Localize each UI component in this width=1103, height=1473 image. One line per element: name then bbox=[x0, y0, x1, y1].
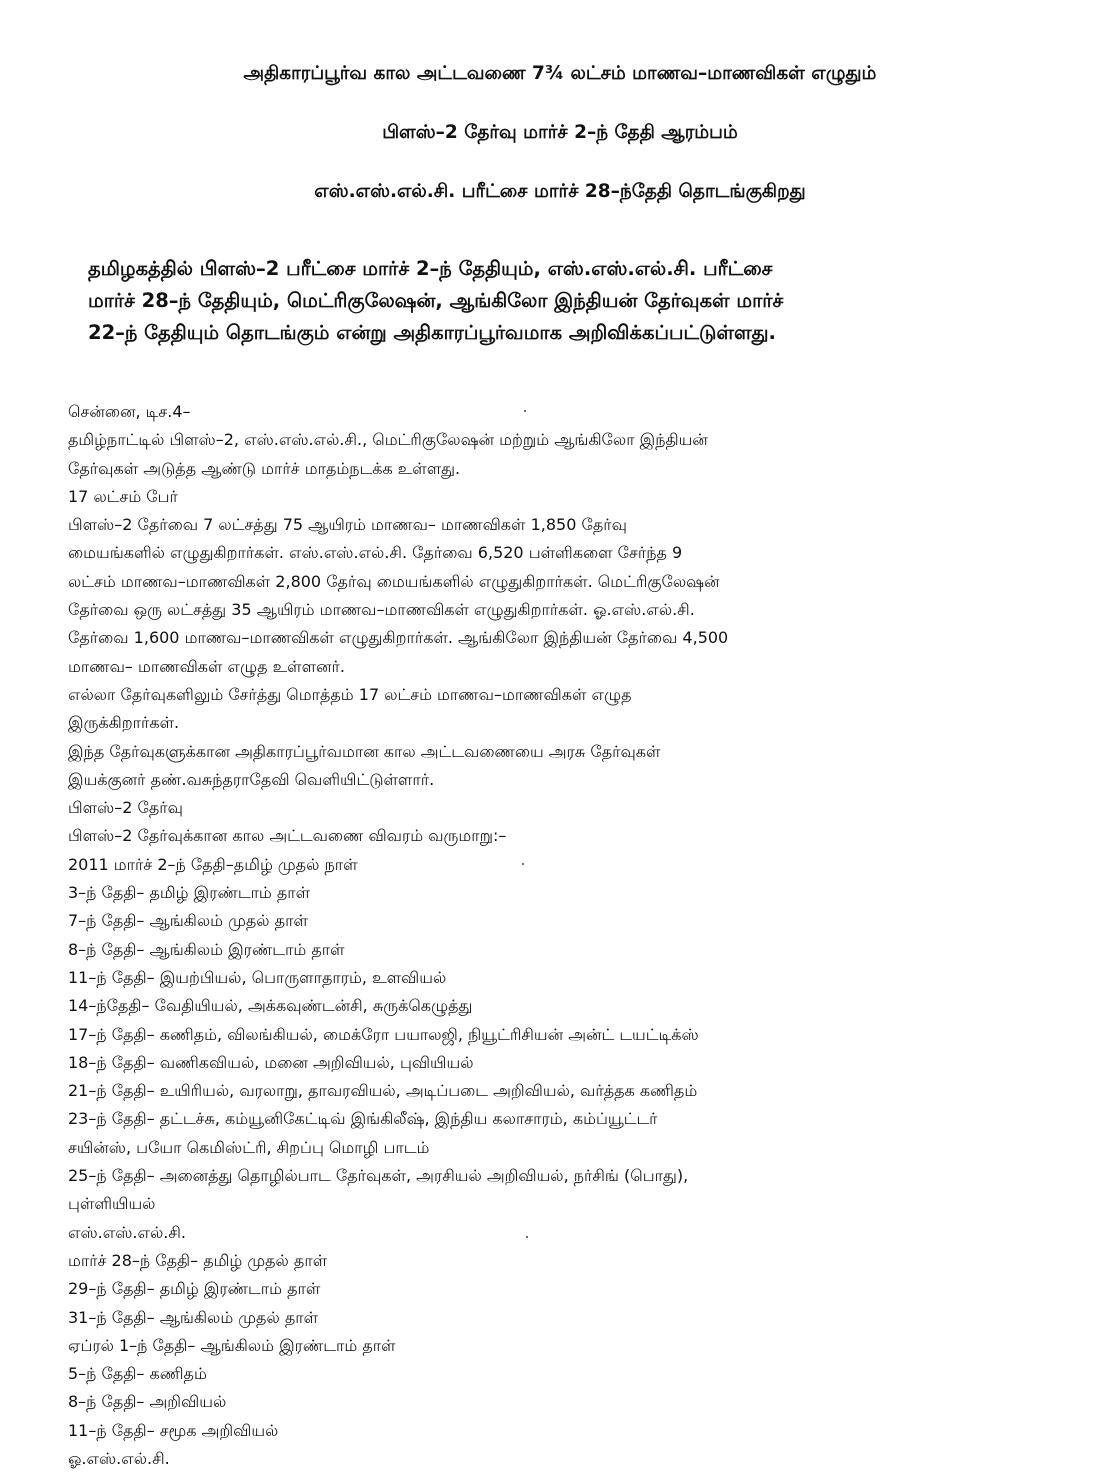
dateline: சென்னை, டிச.4– bbox=[68, 402, 191, 421]
schedule-item: ஏப்ரல் 1–ந் தேதி– ஆங்கிலம் இரண்டாம் தாள் bbox=[68, 1335, 396, 1355]
body-line: எல்லா தேர்வுகளிலும் சேர்த்து மொத்தம் 17 லட்சம் மாணவ–மாணவிகள் எழுத bbox=[68, 684, 632, 704]
headline-plus2: பிளஸ்–2 தேர்வு மார்ச் 2–ந் தேதி ஆரம்பம் bbox=[382, 122, 738, 143]
body-line: பிளஸ்–2 தேர்வை 7 லட்சத்து 75 ஆயிரம் மாணவ– மாணவிகள் 1,850 தேர்வு bbox=[68, 515, 627, 535]
article-body bbox=[68, 398, 1078, 1473]
subheading: பிளஸ்–2 தேர்வு bbox=[68, 798, 183, 818]
body-line: லட்சம் மாணவ–மாணவிகள் 2,800 தேர்வு மையங்களில் எழுதுகிறார்கள். மெட்ரிகுலேஷன் bbox=[68, 571, 720, 591]
body-line: தேர்வுகள் அடுத்த ஆண்டு மார்ச் மாதம்நடக்க உள்ளது. bbox=[68, 458, 461, 478]
headline-sslc: எஸ்.எஸ்.எல்.சி. பரீட்சை மார்ச் 28–ந்தேதி தொடங்குகிறது bbox=[314, 181, 806, 202]
schedule-item: 2011 மார்ச் 2–ந் தேதி–தமிழ் முதல் நாள் bbox=[68, 854, 358, 874]
schedule-item: 7–ந் தேதி– ஆங்கிலம் முதல் தாள் bbox=[68, 911, 308, 931]
schedule-item: மார்ச் 28–ந் தேதி– தமிழ் முதல் தாள் bbox=[68, 1250, 328, 1270]
schedule-item: 25–ந் தேதி– அனைத்து தொழில்பாட தேர்வுகள், அரசியல் அறிவியல், நர்சிங் (பொது), bbox=[68, 1166, 689, 1186]
schedule-item: 23–ந் தேதி– தட்டச்சு, கம்யூனிகேட்டிவ் இங்கிலீஷ், இந்திய கலாசாரம், கம்ப்யூட்டர் bbox=[68, 1109, 658, 1129]
scan-speck bbox=[522, 863, 524, 865]
lead-paragraph bbox=[88, 253, 1068, 349]
schedule-item: 11–ந் தேதி– இயற்பியல், பொருளாதாரம், உளவியல் bbox=[68, 967, 447, 987]
schedule-item: 29–ந் தேதி– தமிழ் இரண்டாம் தாள் bbox=[68, 1279, 321, 1299]
schedule-item: சயின்ஸ், பயோ கெமிஸ்ட்ரி, சிறப்பு மொழி பாடம் bbox=[68, 1137, 430, 1157]
schedule-item: 5–ந் தேதி– கணிதம் bbox=[68, 1364, 207, 1384]
scan-speck bbox=[524, 410, 526, 412]
subheading: 17 லட்சம் பேர் bbox=[68, 486, 178, 506]
schedule-item: 14–ந்தேதி– வேதியியல், அக்கவுண்டன்சி, சுருக்கெழுத்து bbox=[68, 996, 473, 1016]
schedule-item: 3–ந் தேதி– தமிழ் இரண்டாம் தாள் bbox=[68, 883, 311, 903]
schedule-item: 18–ந் தேதி– வணிகவியல், மனை அறிவியல், புவியியல் bbox=[68, 1052, 474, 1072]
scan-speck bbox=[526, 1236, 528, 1238]
lead-line: 22–ந் தேதியும் தொடங்கும் என்று அதிகாரப்பூர்வமாக அறிவிக்கப்பட்டுள்ளது. bbox=[88, 321, 776, 344]
body-line: தேர்வை 1,600 மாணவ–மாணவிகள் எழுதுகிறார்கள். ஆங்கிலோ இந்தியன் தேர்வை 4,500 bbox=[68, 628, 729, 648]
headline-main: அதிகாரப்பூர்வ கால அட்டவணை 7¾ லட்சம் மாணவ–மாணவிகள் எழுதும் bbox=[243, 63, 877, 84]
body-line: இருக்கிறார்கள். bbox=[68, 713, 180, 733]
body-line: தமிழ்நாட்டில் பிளஸ்–2, எஸ்.எஸ்.எல்.சி., மெட்ரிகுலேஷன் மற்றும் ஆங்கிலோ இந்தியன் bbox=[68, 430, 708, 450]
headline-block bbox=[40, 62, 1080, 204]
schedule-item: 8–ந் தேதி– ஆங்கிலம் இரண்டாம் தாள் bbox=[68, 939, 345, 959]
body-line: தேர்வை ஒரு லட்சத்து 35 ஆயிரம் மாணவ–மாணவிகள் எழுதுகிறார்கள். ஓ.எஸ்.எல்.சி. bbox=[68, 600, 695, 620]
schedule-item: 21–ந் தேதி– உயிரியல், வரலாறு, தாவரவியல், அடிப்படை அறிவியல், வர்த்தக கணிதம் bbox=[68, 1081, 698, 1101]
subheading: எஸ்.எஸ்.எல்.சி. bbox=[68, 1222, 186, 1242]
schedule-item: 31–ந் தேதி– ஆங்கிலம் முதல் தாள் bbox=[68, 1307, 319, 1327]
schedule-item: 8–ந் தேதி– அறிவியல் bbox=[68, 1392, 227, 1412]
body-line: இந்த தேர்வுகளுக்கான அதிகாரப்பூர்வமான கால அட்டவணையை அரசு தேர்வுகள் bbox=[68, 741, 661, 761]
body-line: பிளஸ்–2 தேர்வுக்கான கால அட்டவணை விவரம் வருமாறு:– bbox=[68, 826, 507, 846]
lead-line: மார்ச் 28–ந் தேதியும், மெட்ரிகுலேஷன், ஆங்கிலோ இந்தியன் தேர்வுகள் மார்ச் bbox=[88, 289, 784, 312]
body-line: இயக்குனர் தண்.வசுந்தராதேவி வெளியிட்டுள்ளார். bbox=[68, 769, 435, 789]
schedule-item: புள்ளியியல் bbox=[68, 1194, 156, 1214]
schedule-item: 17–ந் தேதி– கணிதம், விலங்கியல், மைக்ரோ பயாலஜி, நியூட்ரிசியன் அன்ட் டயட்டிக்ஸ் bbox=[68, 1024, 699, 1044]
lead-line: தமிழகத்தில் பிளஸ்–2 பரீட்சை மார்ச் 2–ந் தேதியும், எஸ்.எஸ்.எல்.சி. பரீட்சை bbox=[88, 257, 773, 280]
body-line: மாணவ– மாணவிகள் எழுத உள்ளனர். bbox=[68, 656, 345, 676]
body-line: மையங்களில் எழுதுகிறார்கள். எஸ்.எஸ்.எல்.சி. தேர்வை 6,520 பள்ளிகளை சேர்ந்த 9 bbox=[68, 543, 683, 563]
schedule-item: 11–ந் தேதி– சமூக அறிவியல் bbox=[68, 1420, 279, 1440]
subheading: ஓ.எஸ்.எல்.சி. bbox=[68, 1448, 170, 1468]
